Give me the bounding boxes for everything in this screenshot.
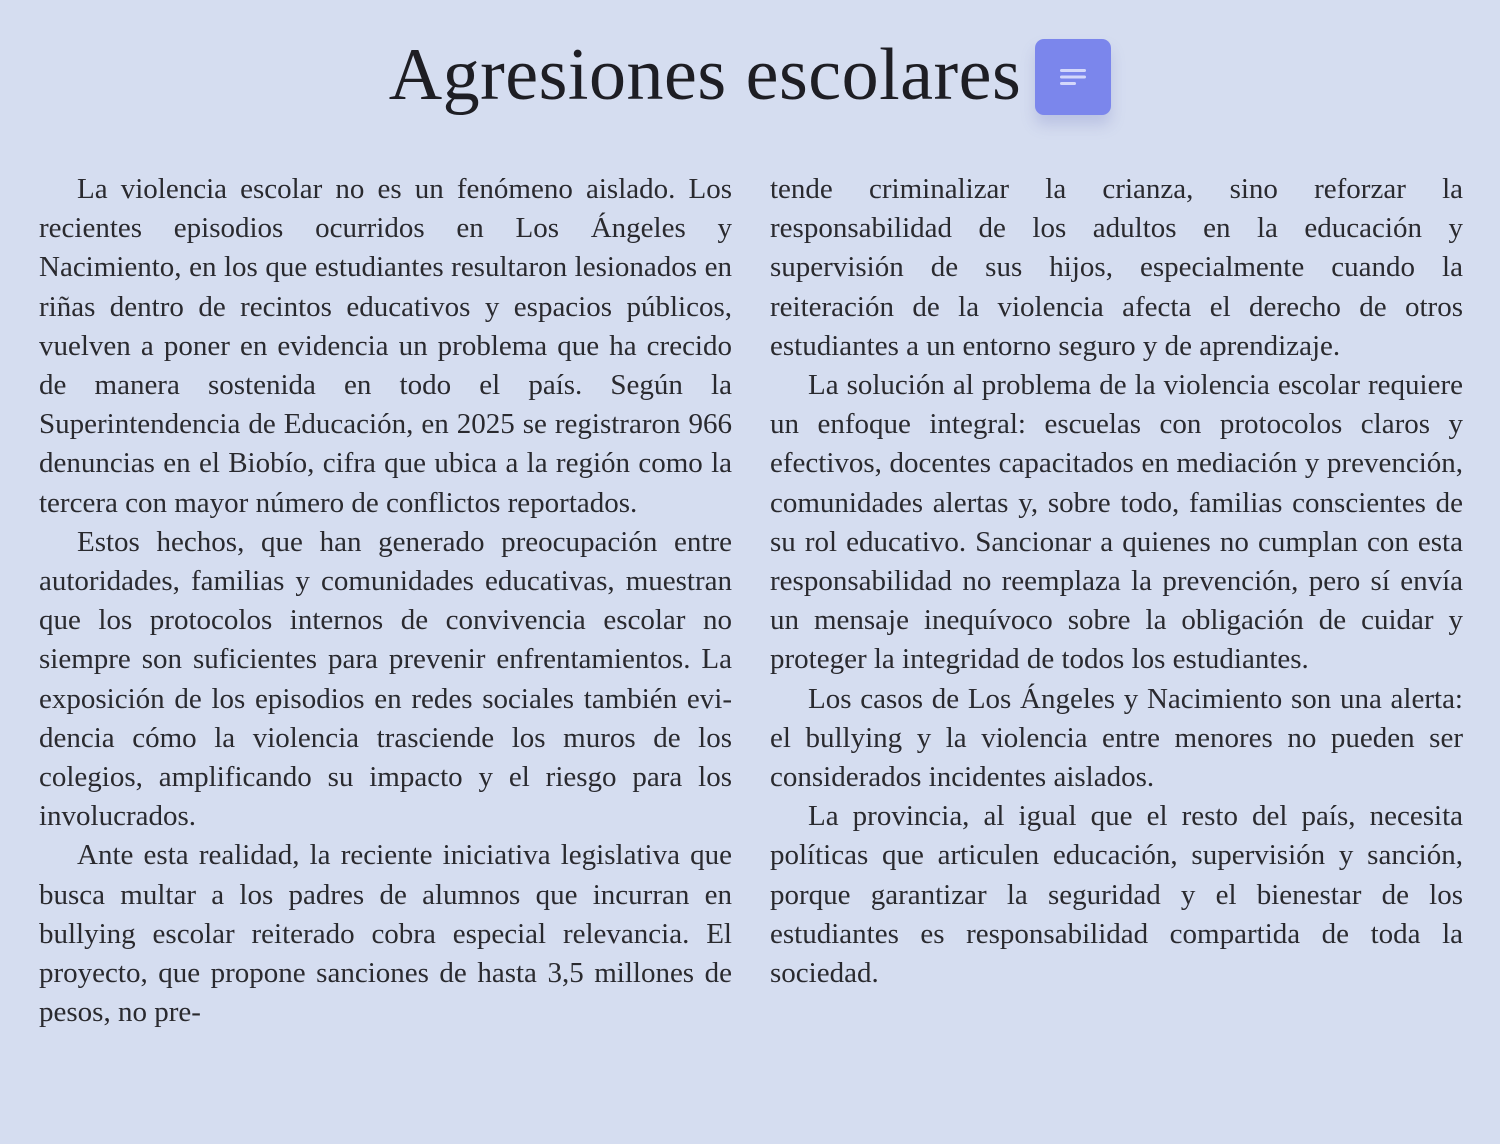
paragraph: La provincia, al igual que el resto del país, necesita políticas que articulen educación, supervisión y sanción, porque garantizar la seguridad y el bienestar de los estudiantes es responsabilidad compartida de toda la sociedad. [770, 800, 1463, 990]
article-title: Agresiones escolares [388, 34, 1022, 116]
document-view-button[interactable] [1035, 39, 1111, 115]
article-header [0, 22, 1500, 132]
paragraph: Los casos de Los Ángeles y Nacimiento son una alerta: el bullying y la violencia entre menores no pueden ser considerados incidentes aislados. [770, 682, 1463, 794]
right-column [770, 170, 1463, 1032]
paragraph: Ante esta realidad, la reciente iniciativa legislativa que busca multar a los padres de alumnos que incurran en bullying escolar reiterado cobra especial relevancia. El proyecto, que propone sanciones de hasta 3,5 millones de pesos, no pre- [39, 839, 732, 1029]
left-column [39, 170, 732, 1032]
article-body [39, 170, 1463, 1032]
paragraph: Estos hechos, que han generado preocupación entre autoridades, familias y comunidades educativas, muestran que los protocolos internos de convivencia escolar no siempre son suficientes para prevenir enfrentamientos. La exposición de los episodios en redes sociales también evidencia cómo la violencia trasciende los muros de los colegios, amplificando su impacto y el riesgo para los involucrados. [39, 525, 732, 833]
paragraph-continuation: tende criminalizar la crianza, sino reforzar la responsabilidad de los adultos en la educación y supervisión de sus hijos, especialmente cuando la reiteración de la violencia afecta el derecho de otros estudiantes a un entorno seguro y de aprendizaje. [770, 173, 1463, 362]
paragraph: La solución al problema de la violencia escolar requiere un enfoque integral: escuelas con protocolos claros y efectivos, docentes capacitados en mediación y prevención, comunidades alertas y, sobre todo, familias conscientes de su rol educativo. Sancionar a quienes no cumplan con esta responsabilidad no reemplaza la prevención, pero sí envía un mensaje inequívoco sobre la obligación de cuidar y proteger la integridad de todos los estudiantes. [770, 369, 1463, 676]
paragraph: La violencia escolar no es un fenómeno aislado. Los recientes episodios ocurridos en Los Ángeles y Nacimiento, en los que estudiantes resultaron lesionados en riñas dentro de recintos educativos y espacios públicos, vuelven a poner en evidencia un problema que ha crecido de manera sostenida en todo el país. Según la Superintendencia de Educación, en 2025 se registraron 966 denuncias en el Biobío, cifra que ubica a la región como la tercera con mayor número de conflictos reportados. [39, 173, 732, 519]
document-lines-icon [1056, 62, 1090, 92]
